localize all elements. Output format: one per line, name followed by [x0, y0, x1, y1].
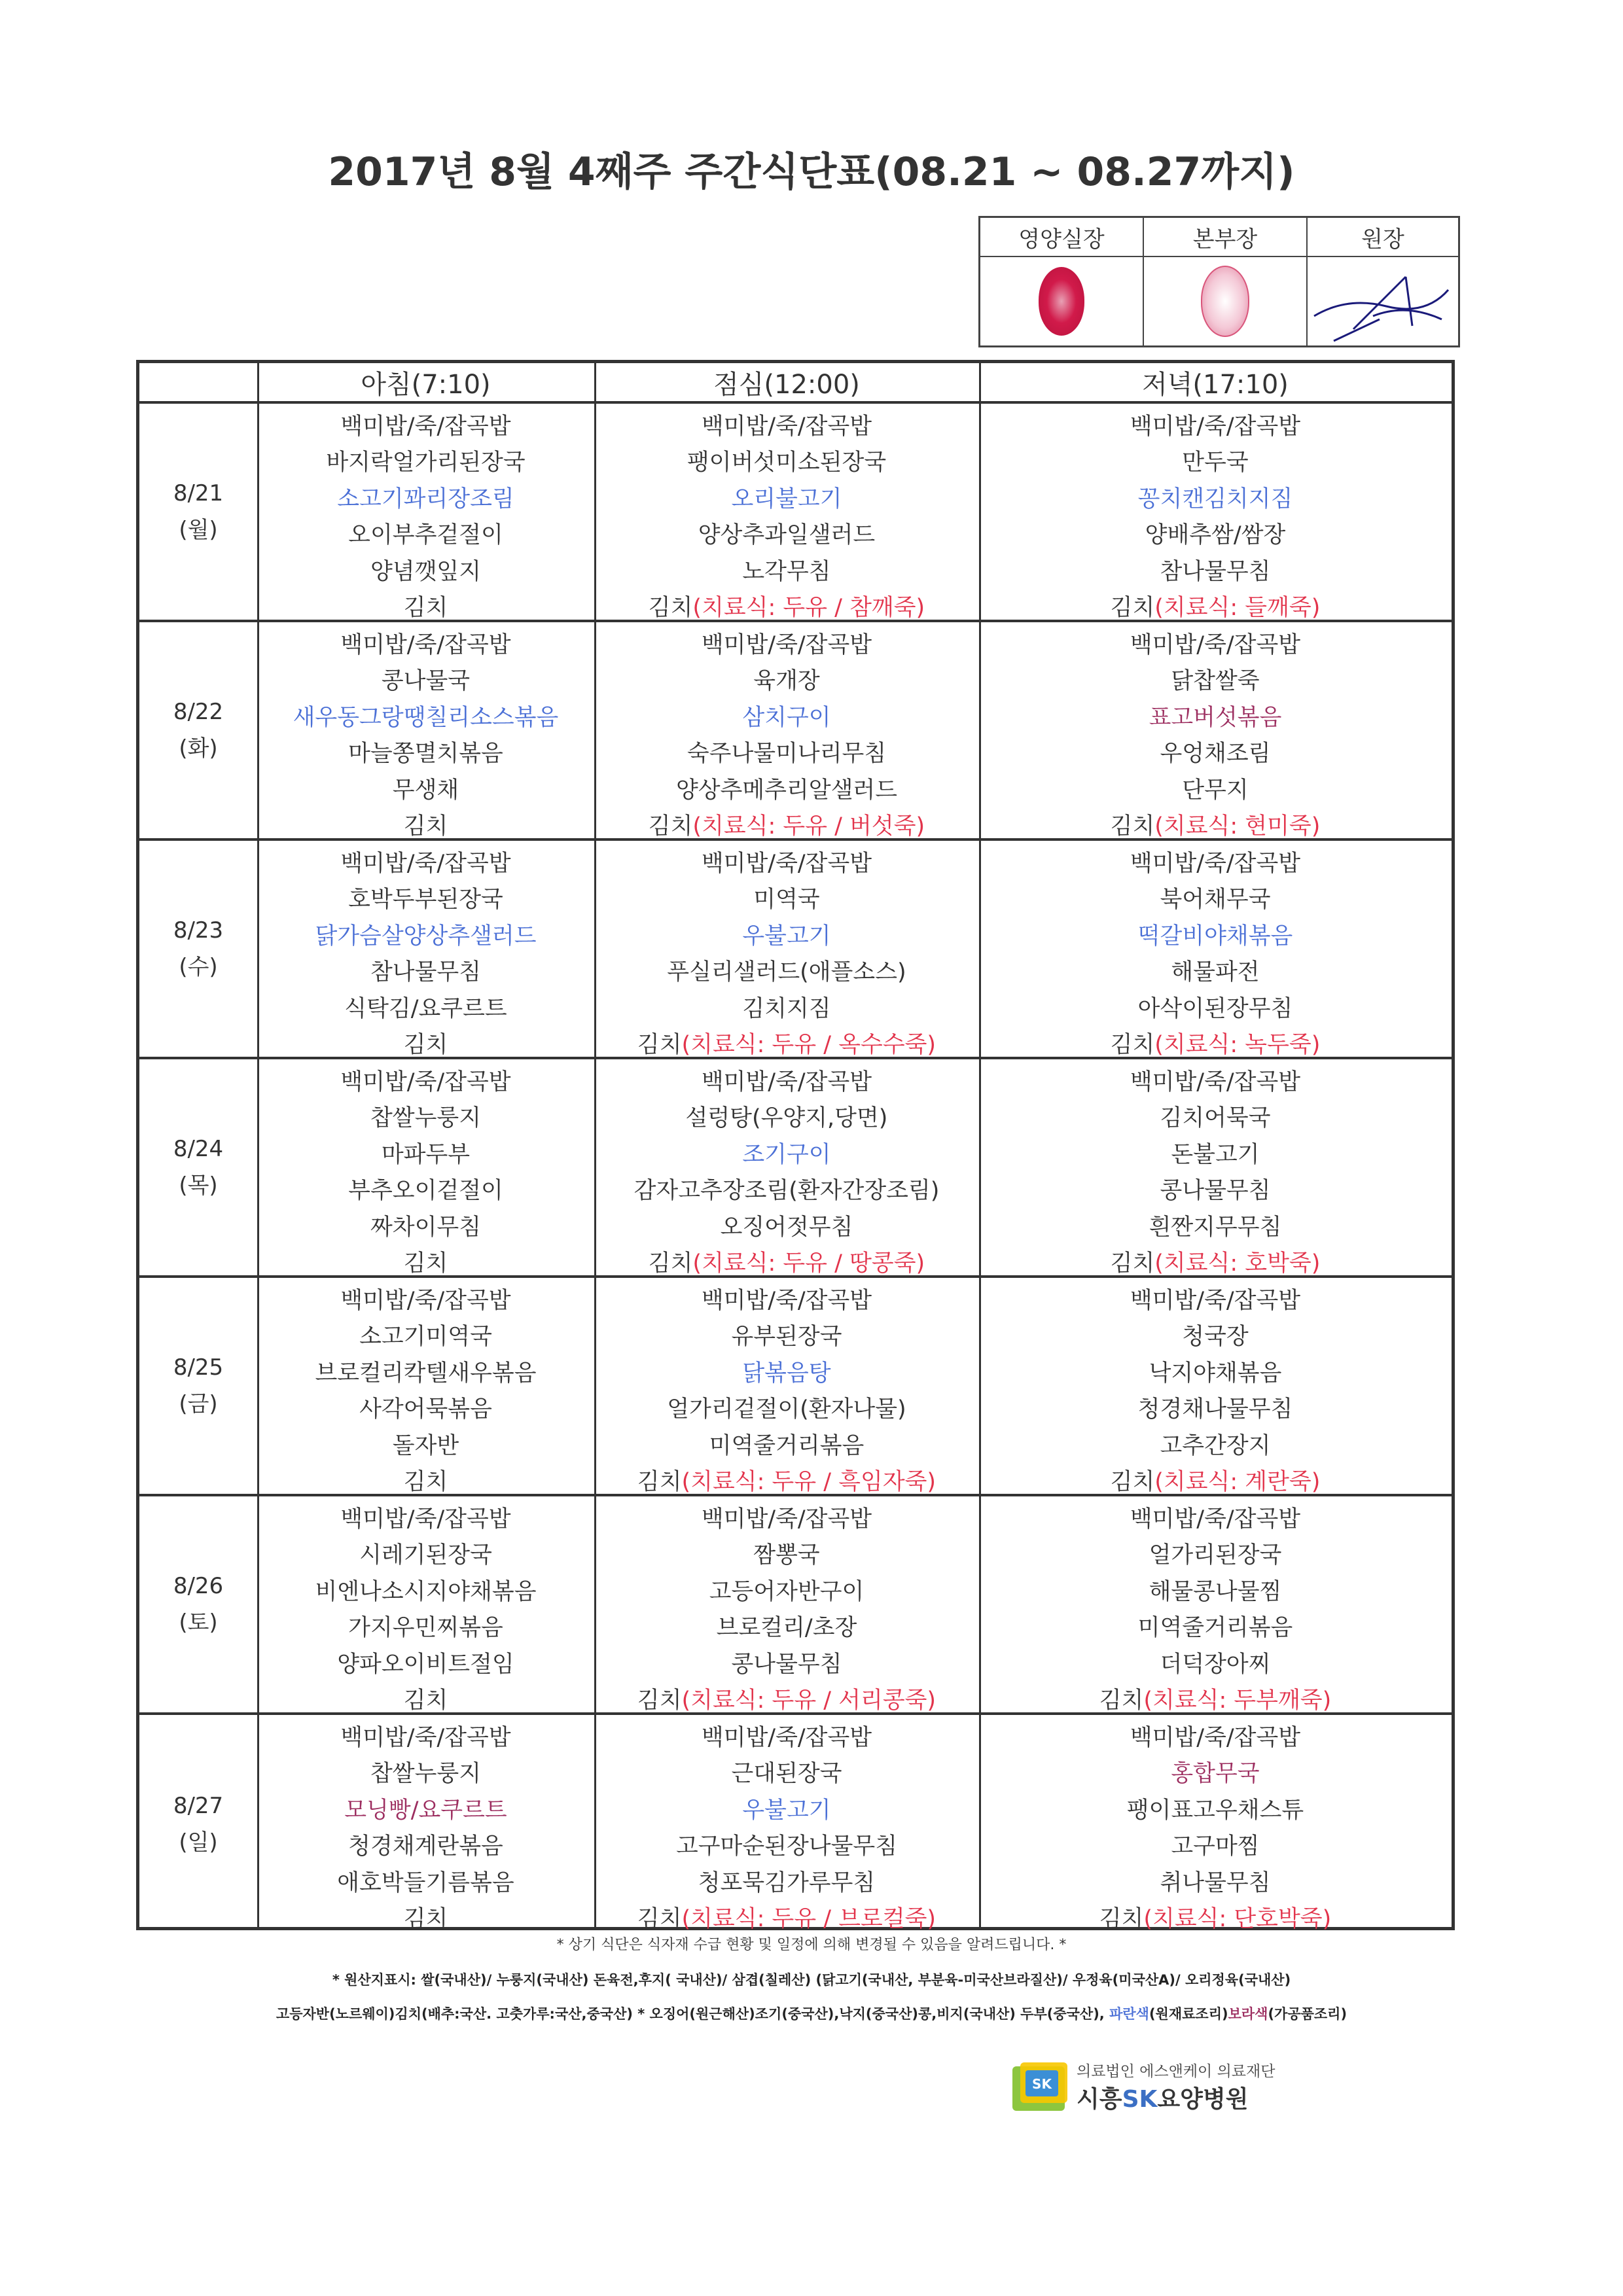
day-weekday: (화) [179, 735, 218, 762]
menu-item: 북어채무국 [1160, 887, 1271, 913]
day-row [139, 404, 1452, 622]
menu-item: 양념깻잎지 [370, 558, 482, 585]
day-label [139, 841, 257, 1057]
day-date: 8/23 [173, 917, 224, 944]
breakfast-column [257, 843, 594, 1061]
menu-item: 백미밥/죽/잡곡밥 [701, 850, 872, 877]
kimchi-text: 김치 [1110, 813, 1155, 840]
therapeutic-diet-note: (치료식: 두유 / 흑임자죽) [681, 1469, 936, 1496]
menu-item: 돌자반 [392, 1432, 459, 1459]
menu-item: 새우동그랑땡칠리소스볶음 [293, 704, 559, 731]
menu-item: 백미밥/죽/잡곡밥 [340, 1724, 511, 1751]
menu-item: 미역국 [753, 887, 820, 913]
kimchi-diet-item [979, 588, 1452, 625]
page-title: 2017년 8월 4째주 주간식단표(08.21 ~ 08.27까지) [328, 149, 1295, 195]
menu-item: 찹쌀누룽지 [370, 1761, 482, 1788]
menu-item: 김치 [403, 1250, 448, 1277]
menu-item: 홍합무국 [1171, 1761, 1260, 1788]
menu-item: 청경채나물무침 [1137, 1396, 1293, 1423]
therapeutic-diet-note: (치료식: 두유 / 참깨죽) [692, 595, 925, 622]
menu-item: 고추간장지 [1160, 1432, 1271, 1459]
breakfast-column [257, 1280, 594, 1498]
day-row [139, 1059, 1452, 1278]
therapeutic-diet-note: (치료식: 두유 / 브로컬죽) [681, 1906, 936, 1933]
menu-item: 닭가슴살양상추샐러드 [315, 923, 537, 949]
menu-item: 해물파전 [1171, 959, 1260, 986]
menu-item: 닭볶음탕 [742, 1360, 831, 1386]
menu-item: 백미밥/죽/잡곡밥 [701, 1724, 872, 1751]
menu-item: 김치 [403, 813, 448, 840]
kimchi-text: 김치 [648, 595, 693, 622]
approval-header-nutrition: 영양실장 [980, 218, 1144, 257]
therapeutic-diet-note: (치료식: 녹두죽) [1154, 1032, 1321, 1059]
day-weekday: (월) [179, 517, 218, 543]
menu-item: 푸실리샐러드(애플소스) [667, 959, 906, 986]
menu-item: 팽이버섯미소된장국 [687, 450, 887, 476]
lunch-column [594, 1718, 979, 1935]
svg-text:SK: SK [1032, 2076, 1052, 2092]
kimchi-diet-item [979, 807, 1452, 843]
menu-item: 양배추쌈/쌈장 [1145, 522, 1286, 549]
menu-item: 백미밥/죽/잡곡밥 [1130, 1506, 1301, 1532]
menu-header-row [139, 363, 1452, 404]
menu-item: 마늘쫑멸치볶음 [348, 741, 503, 768]
menu-item: 양상추과일샐러드 [698, 522, 876, 549]
kimchi-text: 김치 [1110, 1032, 1155, 1059]
menu-item: 브로컬리/초장 [716, 1615, 857, 1642]
menu-item: 백미밥/죽/잡곡밥 [340, 1506, 511, 1532]
lunch-column [594, 406, 979, 624]
menu-item: 백미밥/죽/잡곡밥 [340, 1287, 511, 1314]
day-label [139, 622, 257, 838]
approval-cell-nutrition [980, 257, 1144, 345]
approval-header-head: 원장 [1308, 218, 1458, 257]
therapeutic-diet-note: (치료식: 계란죽) [1154, 1469, 1321, 1496]
menu-item: 백미밥/죽/잡곡밥 [1130, 631, 1301, 658]
lunch-column [594, 625, 979, 843]
kimchi-text: 김치 [648, 813, 693, 840]
kimchi-text: 김치 [1099, 1687, 1144, 1714]
breakfast-column [257, 1718, 594, 1935]
menu-item: 바지락얼가리된장국 [326, 450, 526, 476]
origin-notice-line2 [0, 2004, 1623, 2023]
menu-item: 만두국 [1182, 450, 1249, 476]
day-label [139, 1059, 257, 1275]
day-row [139, 1496, 1452, 1715]
menu-item: 닭찹쌀죽 [1171, 668, 1260, 695]
day-weekday: (목) [179, 1173, 218, 1199]
menu-item: 취나물무침 [1160, 1869, 1271, 1896]
menu-item: 얼가리된장국 [1149, 1542, 1282, 1569]
menu-item: 미역줄거리볶음 [709, 1432, 865, 1459]
menu-item: 백미밥/죽/잡곡밥 [701, 413, 872, 440]
menu-item: 해물콩나물찜 [1149, 1578, 1282, 1605]
hospital-name-suffix: 요양병원 [1157, 2086, 1249, 2113]
menu-item: 백미밥/죽/잡곡밥 [340, 413, 511, 440]
dinner-column [979, 843, 1452, 1061]
day-date: 8/22 [173, 699, 224, 725]
menu-item: 무생채 [392, 777, 459, 804]
breakfast-column [257, 625, 594, 843]
day-label [139, 404, 257, 620]
menu-item: 떡갈비야채볶음 [1137, 923, 1293, 949]
breakfast-column [257, 406, 594, 624]
dinner-column [979, 1280, 1452, 1498]
menu-item: 참나물무침 [370, 959, 482, 986]
menu-item: 청국장 [1182, 1324, 1249, 1351]
menu-item: 유부된장국 [731, 1324, 842, 1351]
menu-item: 청경채계란볶음 [348, 1833, 503, 1860]
menu-item: 콩나물국 [381, 668, 471, 695]
kimchi-diet-item [594, 1681, 979, 1718]
kimchi-diet-item [979, 1244, 1452, 1280]
menu-item: 오이부추겉절이 [348, 522, 503, 549]
dinner-column [979, 625, 1452, 843]
menu-item: 백미밥/죽/잡곡밥 [340, 850, 511, 877]
day-date: 8/25 [173, 1354, 224, 1381]
approval-cell-head [1308, 257, 1458, 345]
menu-item: 호박두부된장국 [348, 887, 503, 913]
day-date: 8/21 [173, 480, 224, 506]
kimchi-text: 김치 [648, 1250, 693, 1277]
menu-item: 고구마순된장나물무침 [675, 1833, 898, 1860]
kimchi-text: 김치 [1110, 595, 1155, 622]
therapeutic-diet-note: (치료식: 두유 / 땅콩죽) [692, 1250, 925, 1277]
menu-item: 사각어묵볶음 [359, 1396, 492, 1423]
kimchi-diet-item [979, 1462, 1452, 1499]
therapeutic-diet-note: (치료식: 현미죽) [1154, 813, 1321, 840]
day-row [139, 1278, 1452, 1496]
menu-item: 김치지짐 [742, 995, 831, 1022]
day-date: 8/26 [173, 1573, 224, 1599]
kimchi-diet-item [979, 1681, 1452, 1718]
menu-item: 우엉채조림 [1160, 741, 1271, 768]
kimchi-diet-item [979, 1025, 1452, 1062]
menu-item: 백미밥/죽/잡곡밥 [1130, 1724, 1301, 1751]
menu-item: 흰짠지무무침 [1149, 1214, 1282, 1241]
menu-item: 백미밥/죽/잡곡밥 [1130, 1287, 1301, 1314]
therapeutic-diet-note: (치료식: 두유 / 버섯죽) [692, 813, 925, 840]
col-header-lunch: 점심(12:00) [713, 369, 860, 400]
menu-item: 아삭이된장무침 [1137, 995, 1293, 1022]
menu-item: 콩나물무침 [1160, 1178, 1271, 1205]
therapeutic-diet-note: (치료식: 호박죽) [1154, 1250, 1321, 1277]
hospital-name-sk: SK [1122, 2086, 1158, 2113]
menu-item: 소고기꽈리장조림 [337, 486, 514, 512]
menu-item: 김치 [403, 595, 448, 622]
approval-cell-director [1144, 257, 1308, 345]
menu-item: 꽁치캔김치지짐 [1137, 486, 1293, 512]
menu-item: 짬뽕국 [753, 1542, 820, 1569]
day-label [139, 1496, 257, 1712]
menu-item: 미역줄거리볶음 [1137, 1615, 1293, 1642]
kimchi-diet-item [594, 1244, 979, 1280]
therapeutic-diet-note: (치료식: 단호박죽) [1143, 1906, 1332, 1933]
therapeutic-diet-note: (치료식: 두유 / 옥수수죽) [681, 1032, 936, 1059]
day-row [139, 622, 1452, 841]
menu-item: 콩나물무침 [731, 1651, 842, 1678]
menu-item: 식탁김/요쿠르트 [344, 995, 507, 1022]
lunch-column [594, 1499, 979, 1717]
menu-item: 시레기된장국 [359, 1542, 492, 1569]
menu-item: 고등어자반구이 [709, 1578, 865, 1605]
menu-item: 소고기미역국 [359, 1324, 492, 1351]
menu-item: 우불고기 [742, 923, 831, 949]
menu-item: 모닝빵/요쿠르트 [344, 1797, 507, 1824]
menu-item: 김치 [403, 1032, 448, 1059]
origin-notice-line1: * 원산지표시: 쌀(국내산)/ 누룽지(국내산) 돈육전,후지( 국내산)/ 삼겹(칠레산) (닭고기(국내산, 부분육-미국산브라질산)/ 우정육(미국산A)/ 오리정육(국내산) [332, 1972, 1291, 1988]
legend-blue-text: 파란색 [1104, 2006, 1149, 2022]
breakfast-column [257, 1499, 594, 1717]
kimchi-diet-item [594, 1025, 979, 1062]
kimchi-text: 김치 [637, 1469, 682, 1496]
menu-item: 백미밥/죽/잡곡밥 [340, 1069, 511, 1095]
menu-item: 삼치구이 [742, 704, 831, 731]
approval-header-director: 본부장 [1144, 218, 1308, 257]
therapeutic-diet-note: (치료식: 두부깨죽) [1143, 1687, 1332, 1714]
menu-item: 김치 [403, 1906, 448, 1933]
menu-item: 오리불고기 [731, 486, 842, 512]
menu-item: 백미밥/죽/잡곡밥 [701, 631, 872, 658]
dinner-column [979, 1062, 1452, 1280]
menu-item: 브로컬리칵텔새우볶음 [315, 1360, 537, 1386]
nutrition-seal-stamp [1039, 267, 1084, 336]
day-date: 8/24 [173, 1136, 224, 1162]
col-header-dinner: 저녁(17:10) [1142, 369, 1289, 400]
lunch-column [594, 1062, 979, 1280]
menu-item: 백미밥/죽/잡곡밥 [1130, 1069, 1301, 1095]
day-date: 8/27 [173, 1793, 224, 1819]
day-row [139, 841, 1452, 1059]
head-signature-icon [1308, 257, 1458, 345]
kimchi-text: 김치 [637, 1032, 682, 1059]
menu-item: 단무지 [1182, 777, 1249, 804]
menu-item: 양상추메추리알샐러드 [675, 777, 898, 804]
legend-blue-meaning: (원재료조리) [1149, 2006, 1228, 2022]
director-seal-stamp [1201, 266, 1249, 337]
menu-item: 우불고기 [742, 1797, 831, 1824]
approval-box [978, 216, 1460, 347]
menu-item: 백미밥/죽/잡곡밥 [701, 1069, 872, 1095]
menu-item: 비엔나소시지야채볶음 [315, 1578, 537, 1605]
menu-item: 숙주나물미나리무침 [687, 741, 887, 768]
kimchi-diet-item [594, 1899, 979, 1936]
menu-item: 얼가리겉절이(환자나물) [667, 1396, 906, 1423]
kimchi-text: 김치 [1099, 1906, 1144, 1933]
menu-item: 양파오이비트절임 [337, 1651, 514, 1678]
day-weekday: (수) [179, 954, 218, 980]
menu-item: 김치어묵국 [1160, 1105, 1271, 1132]
dinner-column [979, 1499, 1452, 1717]
menu-item: 김치 [403, 1469, 448, 1496]
hospital-name-prefix: 시흥 [1077, 2086, 1122, 2113]
therapeutic-diet-note: (치료식: 들깨죽) [1154, 595, 1321, 622]
menu-item: 감자고추장조림(환자간장조림) [633, 1178, 940, 1205]
lunch-column [594, 1280, 979, 1498]
menu-item: 백미밥/죽/잡곡밥 [701, 1287, 872, 1314]
weekly-menu-table [136, 360, 1455, 1933]
menu-item: 애호박들기름볶음 [337, 1869, 514, 1896]
dinner-column [979, 406, 1452, 624]
menu-item: 설렁탕(우양지,당면) [685, 1105, 888, 1132]
col-header-breakfast: 아침(7:10) [361, 369, 491, 400]
kimchi-diet-item [979, 1899, 1452, 1936]
menu-item: 오징어젓무침 [720, 1214, 853, 1241]
breakfast-column [257, 1062, 594, 1280]
menu-item: 육개장 [753, 668, 820, 695]
hospital-logo-icon [1011, 2061, 1070, 2113]
menu-item: 표고버섯볶음 [1149, 704, 1282, 731]
menu-item: 청포묵김가루무침 [698, 1869, 876, 1896]
menu-item: 낙지야채볶음 [1149, 1360, 1282, 1386]
menu-item: 마파두부 [381, 1141, 471, 1168]
foundation-name: 의료법인 에스앤케이 의료재단 [1077, 2063, 1275, 2080]
day-weekday: (토) [179, 1610, 218, 1636]
change-notice: * 상기 식단은 식자재 수급 현황 및 일정에 의해 변경될 수 있음을 알려드립니다. * [556, 1937, 1067, 1953]
menu-item: 근대된장국 [731, 1761, 842, 1788]
menu-item: 짜차이무침 [370, 1214, 482, 1241]
kimchi-diet-item [594, 588, 979, 625]
menu-item: 백미밥/죽/잡곡밥 [1130, 850, 1301, 877]
menu-item: 고구마찜 [1171, 1833, 1260, 1860]
kimchi-diet-item [594, 807, 979, 843]
kimchi-diet-item [594, 1462, 979, 1499]
kimchi-text: 김치 [1110, 1469, 1155, 1496]
menu-item: 부추오이겉절이 [348, 1178, 503, 1205]
menu-item: 백미밥/죽/잡곡밥 [340, 631, 511, 658]
menu-item: 더덕장아찌 [1160, 1651, 1271, 1678]
legend-purple-text: 보라색 [1228, 2006, 1268, 2022]
menu-item: 백미밥/죽/잡곡밥 [1130, 413, 1301, 440]
therapeutic-diet-note: (치료식: 두유 / 서리콩죽) [681, 1687, 936, 1714]
menu-item: 돈불고기 [1171, 1141, 1260, 1168]
menu-item: 참나물무침 [1160, 558, 1271, 585]
day-weekday: (금) [179, 1391, 218, 1417]
lunch-column [594, 843, 979, 1061]
legend-purple-meaning: (가공품조리) [1268, 2006, 1347, 2022]
kimchi-text: 김치 [637, 1687, 682, 1714]
day-weekday: (일) [179, 1829, 218, 1856]
kimchi-text: 김치 [1110, 1250, 1155, 1277]
menu-item: 조기구이 [742, 1141, 831, 1168]
menu-item: 팽이표고우채스튜 [1126, 1797, 1304, 1824]
menu-item: 김치 [403, 1687, 448, 1714]
day-label [139, 1715, 257, 1934]
day-label [139, 1278, 257, 1494]
menu-item: 노각무침 [742, 558, 831, 585]
menu-item: 찹쌀누룽지 [370, 1105, 482, 1132]
kimchi-text: 김치 [637, 1906, 682, 1933]
origin-line2-text: 고등자반(노르웨이)김치(배추:국산. 고춧가루:국산,중국산) * 오징어(원근해산)조기(중국산),낙지(중국산)콩,비지(국내산) 두부(중국산), [276, 2006, 1105, 2022]
day-row [139, 1715, 1452, 1934]
menu-item: 백미밥/죽/잡곡밥 [701, 1506, 872, 1532]
menu-item: 가지우민찌볶음 [348, 1615, 503, 1642]
dinner-column [979, 1718, 1452, 1935]
hospital-name [1077, 2081, 1249, 2114]
